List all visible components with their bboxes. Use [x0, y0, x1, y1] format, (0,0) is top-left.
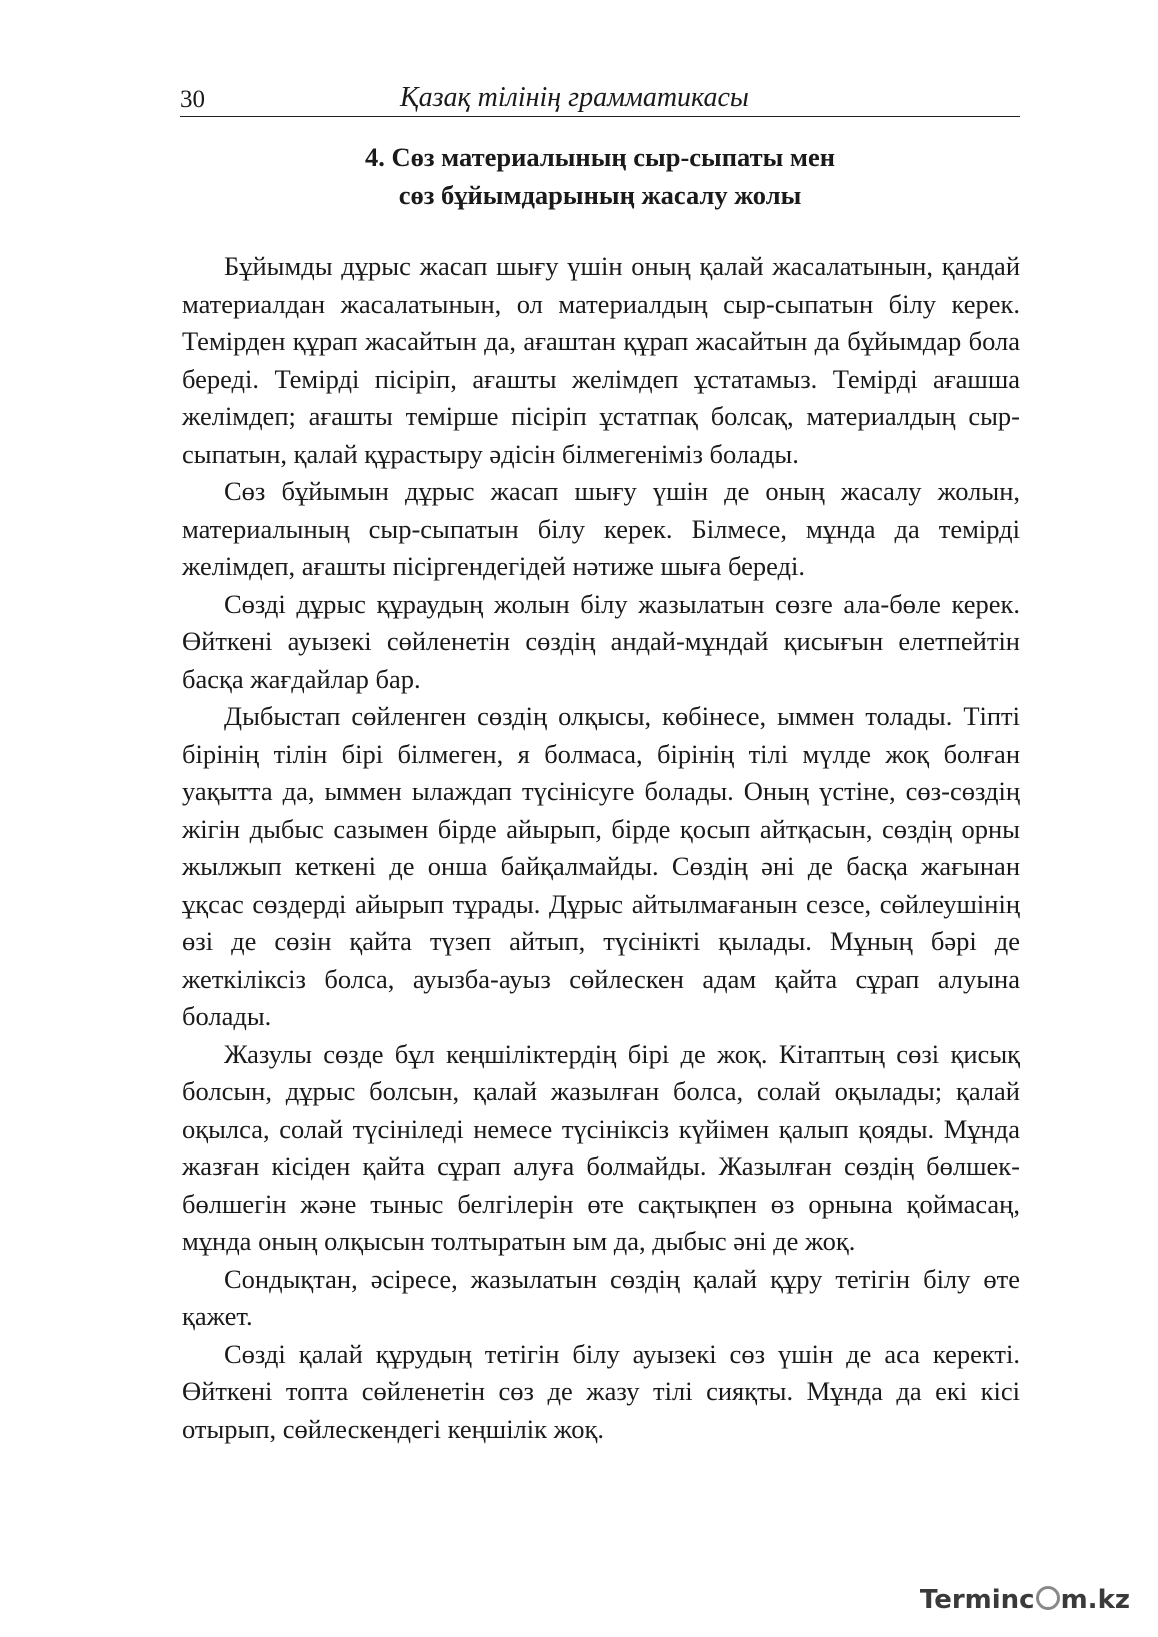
running-header: [180, 80, 1020, 117]
section-title-line-1: 4. Сөз материалының сыр-сыпаты мен: [365, 142, 835, 172]
section-title: [180, 138, 1020, 214]
paragraph: Сөз бұйымын дұрыс жасап шығу үшін де оның жасалу жолын, материалының сыр-сыпатын білу керек. Білмесе, мұнда да темірді желімдеп, ағашты пісіргендегідей нәтиже шыға береді.: [182, 476, 1020, 581]
paragraph: Сөзді дұрыс құраудың жолын білу жазылатын сөзге ала-бөле керек. Өйткені ауызекі сөйленетін сөздің андай-мұндай қисығын елетпейтін басқа жағдайлар бар.: [182, 588, 1020, 694]
paragraph: Сондықтан, әсіресе, жазылатын сөздің қалай құру тетігін білу өте қажет.: [182, 1263, 1020, 1331]
running-title: Қазақ тілінің грамматикасы: [400, 82, 749, 113]
section-title-line-2: сөз бұйымдарының жасалу жолы: [398, 180, 802, 210]
body-text: [182, 248, 1020, 1448]
paragraph: Бұйымды дұрыс жасап шығу үшін оның қалай жасалатынын, қандай материалдан жасалатынын, ол материалдың сыр-сыпатын білу керек. Темірден құрап жасайтын да, ағаштан құрап жасайтын да бұйымдар бола береді. Темірді пісіріп, ағашты желімдеп ұстатамыз. Темірді ағашша желімдеп; ағашты темірше пісіріп ұстатпақ болсақ, материалдың сыр-сыпатын, қалай құрастыру әдісін білмегеніміз болады.: [182, 251, 1020, 469]
watermark-text-start: Terminc: [919, 1585, 1035, 1615]
page-number: 30: [180, 86, 205, 113]
watermark-text-end: m.kz: [1060, 1585, 1130, 1615]
paragraph: Дыбыстап сөйленген сөздің олқысы, көбінесе, ыммен толады. Тіпті бірінің тілін бірі білмеген, я болмаса, бірінің тілі мүлде жоқ болған уақытта да, ыммен ылаждап түсінісуге болады. Оның үстіне, сөз-сөздің жігін дыбыс сазымен бірде айырып, бірде қосып айтқасын, сөздің орны жылжып кеткені де онша байқалмайды. Сөздің әні де басқа жағынан ұқсас сөздерді айырып тұрады. Дұрыс айтылмағанын сезсе, сөйлеушінің өзі де сөзін қайта түзеп айтып, түсінікті қылады. Мұның бәрі де жеткіліксіз болса, ауызба-ауыз сөйлескен адам қайта сұрап алуына болады.: [182, 701, 1020, 1031]
paragraph: Сөзді қалай құрудың тетігін білу ауызекі сөз үшін де аса керекті. Өйткені топта сөйленетін сөз де жазу тілі сияқты. Мұнда да екі кісі отырып, сөйлескендегі кеңшілік жоқ.: [182, 1338, 1020, 1444]
paragraph: Жазулы сөзде бұл кеңшіліктердің бірі де жоқ. Кітаптың сөзі қисық болсын, дұрыс болсын, қалай жазылған болса, солай оқылады; қалай оқылса, солай түсініледі немесе түсініксіз күйімен қалып қояды. Мұнда жазған кісіден қайта сұрап алуға болмайды. Жазылған сөздің бөлшек-бөлшегін және тыныс белгілерін өте сақтықпен өз орнына қоймасаң, мұнда оның олқысын толтыратын ым да, дыбыс әні де жоқ.: [182, 1038, 1020, 1256]
watermark-logo: [920, 1584, 1130, 1615]
magnifier-icon: [1036, 1586, 1060, 1610]
